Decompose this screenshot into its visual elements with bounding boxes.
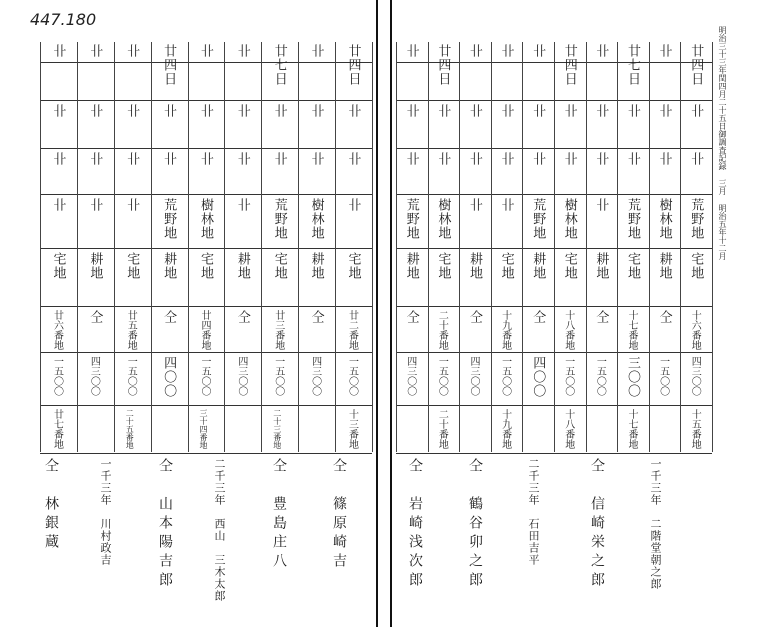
table-cell: 廿六番地 (51, 310, 63, 350)
table-cell: 卝 (198, 104, 213, 118)
column-rule (335, 42, 336, 452)
table-cell: 卝 (435, 104, 451, 118)
column-rule (298, 42, 299, 452)
table-cell: 卝 (50, 198, 66, 212)
table-cell: 卝 (530, 104, 546, 118)
table-cell: 廿四番地 (199, 310, 210, 350)
owner-name: 仝 山本陽吉郎 (157, 458, 173, 591)
table-cell: 耕地 (308, 252, 324, 280)
table-cell: 二十五番地 (125, 409, 135, 449)
table-cell: 仝 (87, 310, 103, 324)
table-cell: 宅地 (50, 252, 66, 280)
table-cell: 宅地 (498, 252, 514, 280)
owner-name: 仝 豊島庄八 (271, 458, 287, 572)
column-rule (586, 42, 587, 452)
table-cell: 荒野地 (625, 198, 640, 240)
table-cell: 卝 (308, 152, 324, 166)
table-cell: 四三〇〇 (309, 356, 321, 396)
column-rule (649, 42, 650, 452)
table-cell: 宅地 (345, 252, 361, 280)
column-rule (188, 42, 189, 452)
table-cell: 卝 (234, 104, 250, 118)
table-cell: 卝 (593, 152, 609, 166)
page-divider-left (376, 0, 378, 627)
column-rule (396, 42, 397, 452)
table-cell: 卝 (198, 44, 213, 58)
table-cell: 四三〇〇 (468, 356, 479, 396)
table-cell: 耕地 (161, 252, 177, 280)
table-cell: 樹林地 (656, 198, 672, 240)
table-cell: 卝 (234, 152, 250, 166)
table-cell: 一五〇〇 (272, 356, 284, 396)
column-rule (151, 42, 152, 452)
table-cell: 耕地 (403, 252, 419, 280)
table-cell: 廿五番地 (125, 310, 137, 350)
owner-name: 仝 信崎栄之郎 (589, 458, 605, 591)
table-cell: 四三〇〇 (88, 356, 100, 396)
table-cell: 仝 (403, 310, 419, 324)
table-cell: 二十番地 (436, 310, 448, 350)
table-cell: 卝 (234, 198, 250, 212)
table-cell: 一五〇〇 (657, 356, 669, 396)
table-cell: 卝 (308, 104, 324, 118)
table-cell: 卝 (435, 152, 451, 166)
column-rule (77, 42, 78, 452)
column-rule (491, 42, 492, 452)
table-cell: 廿四日 (688, 44, 704, 86)
table-cell: 卝 (161, 152, 177, 166)
table-cell: 十七番地 (626, 310, 637, 350)
table-cell: 廿四日 (435, 44, 451, 86)
table-cell: 卝 (50, 104, 66, 118)
table-cell: 卝 (593, 104, 609, 118)
table-cell: 二十三番地 (272, 409, 282, 449)
table-cell: 耕地 (234, 252, 250, 280)
table-cell: 二十番地 (436, 409, 448, 449)
table-cell: 十三番地 (346, 409, 358, 449)
table-cell: 卝 (198, 152, 213, 166)
table-cell: 卝 (308, 44, 324, 58)
owner-name: 二千三年 石田吉平 (527, 458, 540, 566)
column-rule (372, 42, 373, 452)
table-cell: 一五〇〇 (436, 356, 448, 396)
table-cell: 樹林地 (198, 198, 213, 240)
table-cell: 卝 (467, 152, 482, 166)
table-cell: 卝 (656, 44, 672, 58)
column-rule (617, 42, 618, 452)
table-cell: 宅地 (198, 252, 213, 280)
table-cell: 仝 (530, 310, 546, 324)
table-cell: 廿四日 (345, 44, 361, 86)
column-rule (680, 42, 681, 452)
table-cell: 卝 (271, 104, 287, 118)
owner-name: 二千三年 西山 三木太郎 (213, 458, 226, 602)
table-cell: 宅地 (688, 252, 704, 280)
table-cell: 荒野地 (271, 198, 287, 240)
table-cell: 仝 (234, 310, 250, 324)
table-cell: 荒野地 (688, 198, 704, 240)
table-cell: 卝 (625, 104, 640, 118)
table-row-rule (40, 62, 372, 101)
table-cell: 四三〇〇 (689, 356, 701, 396)
table-cell: 四〇〇 (530, 356, 546, 398)
table-cell: 卝 (124, 44, 140, 58)
table-cell: 一五〇〇 (346, 356, 358, 396)
table-cell: 卝 (403, 104, 419, 118)
owner-name: 一千三年 川村政吉 (99, 458, 112, 566)
page-divider-right (390, 0, 392, 627)
table-cell: 耕地 (467, 252, 482, 280)
owner-name: 仝 鶴谷卯之郎 (467, 458, 483, 591)
table-cell: 一五〇〇 (51, 356, 63, 396)
table-cell: 卝 (688, 152, 704, 166)
table-cell: 十五番地 (689, 409, 701, 449)
table-cell: 卝 (688, 104, 704, 118)
table-cell: 卝 (467, 198, 482, 212)
table-cell: 卝 (593, 198, 609, 212)
table-cell: 卝 (403, 44, 419, 58)
table-cell: 卝 (656, 152, 672, 166)
table-cell: 宅地 (625, 252, 640, 280)
column-rule (712, 42, 713, 452)
table-cell: 卝 (530, 152, 546, 166)
table-cell: 卝 (593, 44, 609, 58)
owner-name: 一千三年 二階堂朝之郎 (649, 458, 662, 590)
table-cell: 廿二番地 (346, 310, 358, 350)
table-cell: 十八番地 (562, 409, 574, 449)
column-rule (459, 42, 460, 452)
owner-name: 仝 林銀蔵 (43, 458, 59, 553)
table-cell: 一五〇〇 (199, 356, 210, 396)
table-cell: 一五〇〇 (499, 356, 511, 396)
table-cell: 卝 (124, 198, 140, 212)
table-cell: 耕地 (87, 252, 103, 280)
table-cell: 廿七日 (625, 44, 640, 86)
table-cell: 卝 (498, 44, 514, 58)
table-cell: 一五〇〇 (562, 356, 574, 396)
table-cell: 卝 (345, 104, 361, 118)
table-cell: 荒野地 (161, 198, 177, 240)
table-cell: 宅地 (435, 252, 451, 280)
table-cell: 卝 (625, 152, 640, 166)
table-cell: 卝 (87, 44, 103, 58)
table-cell: 卝 (271, 152, 287, 166)
table-cell: 卝 (124, 152, 140, 166)
table-cell: 卝 (561, 104, 577, 118)
table-cell: 宅地 (124, 252, 140, 280)
table-cell: 十九番地 (499, 310, 511, 350)
table-cell: 卝 (467, 104, 482, 118)
table-cell: 樹林地 (308, 198, 324, 240)
table-cell: 仝 (467, 310, 482, 324)
table-cell: 荒野地 (530, 198, 546, 240)
table-cell: 卝 (124, 104, 140, 118)
table-cell: 一五〇〇 (594, 356, 606, 396)
table-cell: 荒野地 (403, 198, 419, 240)
column-rule (40, 42, 41, 452)
owner-name: 仝 篠原崎吉 (331, 458, 347, 572)
table-cell: 卝 (498, 198, 514, 212)
column-rule (261, 42, 262, 452)
table-cell: 卝 (345, 152, 361, 166)
table-cell: 卝 (87, 152, 103, 166)
table-cell: 仝 (308, 310, 324, 324)
table-cell: 卝 (561, 152, 577, 166)
table-cell: 四〇〇 (161, 356, 177, 398)
table-cell: 卝 (467, 44, 482, 58)
page-number: 447.180 (30, 10, 97, 29)
table-cell: 卝 (656, 104, 672, 118)
column-rule (224, 42, 225, 452)
table-cell: 卝 (161, 104, 177, 118)
table-cell: 卝 (345, 198, 361, 212)
table-cell: 仝 (593, 310, 609, 324)
table-cell: 四三〇〇 (404, 356, 416, 396)
table-cell: 仝 (656, 310, 672, 324)
table-cell: 廿三番地 (272, 310, 284, 350)
table-cell: 十七番地 (626, 409, 637, 449)
table-cell: 耕地 (593, 252, 609, 280)
table-cell: 四三〇〇 (235, 356, 247, 396)
table-cell: 卝 (403, 152, 419, 166)
table-cell: 耕地 (530, 252, 546, 280)
table-cell: 卝 (234, 44, 250, 58)
table-cell: 卝 (87, 104, 103, 118)
table-cell: 樹林地 (435, 198, 451, 240)
table-cell: 耕地 (656, 252, 672, 280)
table-cell: 卝 (530, 44, 546, 58)
table-cell: 卝 (50, 44, 66, 58)
table-cell: 仝 (161, 310, 177, 324)
table-cell: 樹林地 (561, 198, 577, 240)
table-cell: 三〇〇 (625, 356, 640, 398)
table-cell: 一五〇〇 (125, 356, 137, 396)
table-cell: 廿七番地 (51, 409, 63, 449)
table-cell: 廿七日 (271, 44, 287, 86)
column-rule (522, 42, 523, 452)
column-rule (114, 42, 115, 452)
table-cell: 卝 (498, 152, 514, 166)
table-cell: 廿四日 (161, 44, 177, 86)
table-cell: 三十四番地 (199, 409, 208, 449)
column-rule (554, 42, 555, 452)
table-cell: 宅地 (271, 252, 287, 280)
table-cell: 十九番地 (499, 409, 511, 449)
table-cell: 卝 (498, 104, 514, 118)
table-cell: 卝 (87, 198, 103, 212)
table-cell: 十六番地 (689, 310, 701, 350)
owner-name: 仝 岩崎浅次郎 (407, 458, 423, 591)
table-cell: 廿四日 (561, 44, 577, 86)
table-cell: 宅地 (561, 252, 577, 280)
table-cell: 十八番地 (562, 310, 574, 350)
table-cell: 卝 (50, 152, 66, 166)
register-header: 明治三十三年閏四月二十五日御調査記録 三月 明治五年十二月 (718, 26, 727, 260)
column-rule (428, 42, 429, 452)
